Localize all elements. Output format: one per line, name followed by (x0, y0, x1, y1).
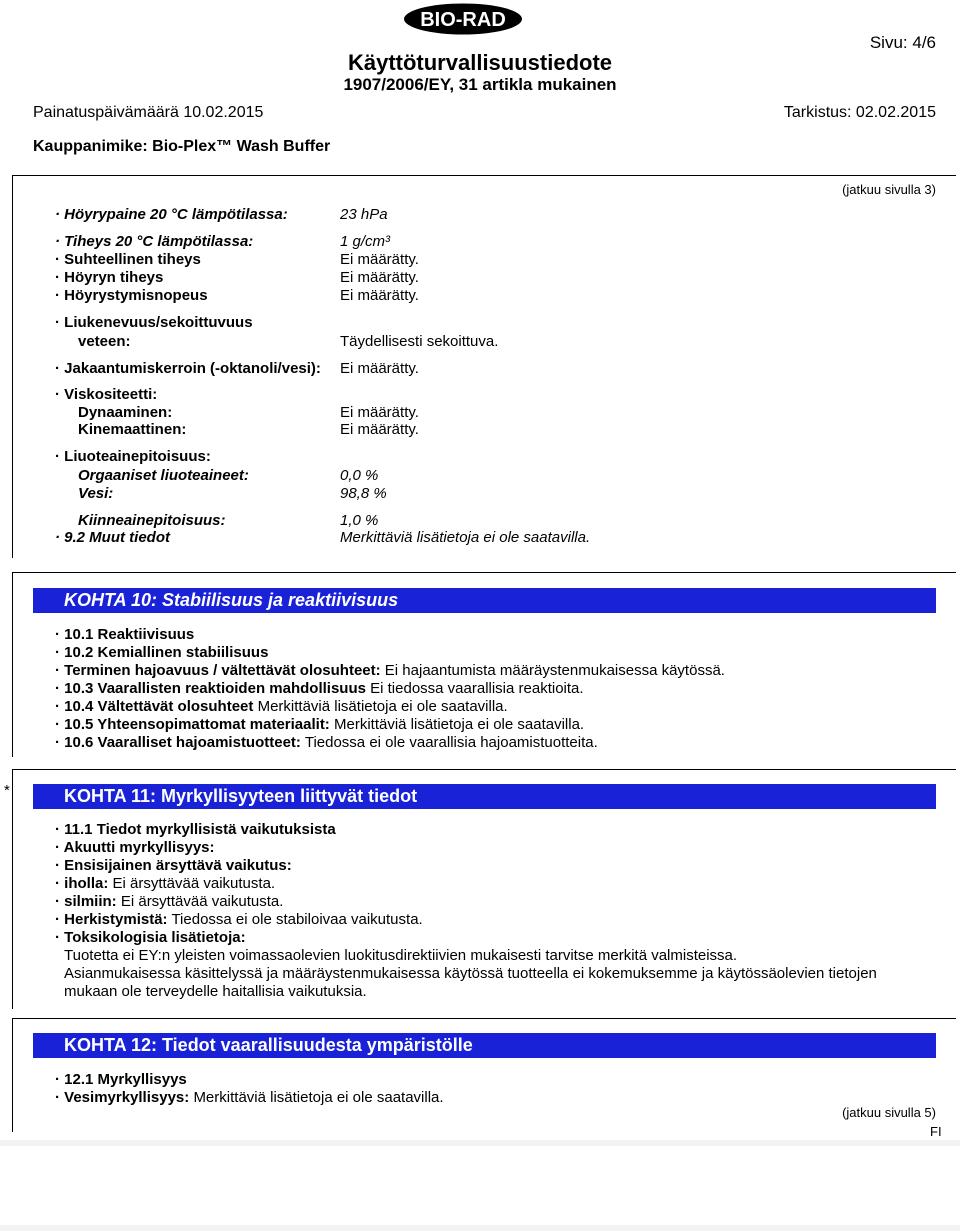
vapour-density-value: Ei määrätty. (340, 269, 419, 286)
s10-line-4-label: · 10.3 Vaarallisten reaktioiden mahdollisuus (55, 680, 366, 697)
s11-paragraph-1: Tuotetta ei EY:n yleisten voimassaolevien luokitusdirektiivien mukaisesti tarvitse merkitä valmisteissa. (64, 947, 738, 964)
relative-density-label: · Suhteellinen tiheys (55, 251, 201, 268)
partition-value: Ei määrätty. (340, 360, 419, 377)
s10-line-1: · 10.1 Reaktiivisuus (55, 626, 195, 643)
water-value: 98,8 % (340, 485, 387, 502)
section-11-heading: KOHTA 11: Myrkyllisyyteen liittyvät tiedot (33, 784, 936, 809)
continued-from: (jatkuu sivulla 3) (842, 182, 936, 197)
s10-line-2: · 10.2 Kemiallinen stabiilisuus (55, 644, 269, 661)
s11-line-4 (55, 875, 275, 892)
s12-line-2-value: Merkittäviä lisätietoja ei ole saatavilla. (193, 1089, 444, 1106)
s10-line-5-label: · 10.4 Vältettävät olosuhteet (55, 698, 254, 715)
solubility-water-label: veteen: (78, 333, 131, 350)
s11-line-3: · Ensisijainen ärsyttävä vaikutus: (55, 857, 292, 874)
other-info-value: Merkittäviä lisätietoja ei ole saatavilla. (340, 529, 591, 546)
organic-label: Orgaaniset liuoteaineet: (78, 467, 249, 484)
s11-line-4-label: · iholla: (55, 875, 109, 892)
section-12-heading: KOHTA 12: Tiedot vaarallisuudesta ympäristölle (33, 1033, 936, 1058)
s10-line-6-label: · 10.5 Yhteensopimattomat materiaalit: (55, 716, 330, 733)
s10-line-3-label: · Terminen hajoavuus / vältettävät olosuhteet: (55, 662, 381, 679)
s10-line-6-value: Merkittäviä lisätietoja ei ole saatavilla. (333, 716, 585, 733)
dynamic-label: Dynaaminen: (78, 404, 173, 421)
solubility-water-value: Täydellisesti sekoittuva. (340, 333, 499, 350)
s11-line-1: · 11.1 Tiedot myrkyllisistä vaikutuksista (55, 821, 336, 838)
s12-line-2 (55, 1089, 444, 1106)
document-subtitle: 1907/2006/EY, 31 artikla mukainen (343, 75, 617, 94)
s10-line-3 (55, 662, 725, 679)
s11-line-6-label: · Herkistymistä: (55, 911, 168, 928)
product-name: Kauppanimike: Bio-Plex™ Wash Buffer (33, 138, 331, 155)
s11-line-4-value: Ei ärsyttävää vaikutusta. (112, 875, 276, 892)
other-info-label: · 9.2 Muut tiedot (55, 529, 170, 546)
page-divider-bar (0, 1140, 960, 1146)
kinematic-value: Ei määrätty. (340, 421, 419, 438)
s10-line-4 (55, 680, 584, 697)
page-number: Sivu: 4/6 (869, 33, 936, 52)
density-label: · Tiheys 20 °C lämpötilassa: (55, 233, 254, 250)
s10-line-7 (55, 734, 598, 751)
s12-line-1: · 12.1 Myrkyllisyys (55, 1071, 187, 1088)
s11-paragraph-2: Asianmukaisessa käsittelyssä ja määräystenmukaisessa käytössä tuotteella ei kokemuksemme ja käytössäolevien tietojen (64, 965, 877, 982)
s11-line-7: · Toksikologisia lisätietoja: (55, 929, 246, 946)
vapour-pressure-value: 23 hPa (340, 206, 388, 223)
s11-line-6 (55, 911, 423, 928)
revision-date: Tarkistus: 02.02.2015 (783, 104, 936, 121)
change-marker: * (4, 782, 10, 799)
s11-paragraph-3: mukaan ole terveydelle haitallisia vaikutuksia. (64, 983, 367, 1000)
s11-line-2: · Akuutti myrkyllisyys: (55, 839, 215, 856)
bio-rad-logo (403, 3, 523, 35)
kinematic-label: Kinemaattinen: (78, 421, 187, 438)
solids-label: Kiinneainepitoisuus: (78, 512, 226, 529)
evaporation-value: Ei määrätty. (340, 287, 419, 304)
partition-label: · Jakaantumiskerroin (-oktanoli/vesi): (55, 360, 321, 377)
s10-line-5-value: Merkittäviä lisätietoja ei ole saatavilla. (257, 698, 508, 715)
page-bottom-bar (0, 1225, 960, 1231)
water-label: Vesi: (78, 485, 114, 502)
s10-line-7-value: Tiedossa ei ole vaarallisia hajoamistuotteita. (304, 734, 598, 751)
viscosity-label: · Viskositeetti: (55, 386, 158, 403)
relative-density-value: Ei määrätty. (340, 251, 419, 268)
s10-line-3-value: Ei hajaantumista määräystenmukaisessa käytössä. (384, 662, 725, 679)
print-date: Painatuspäivämäärä 10.02.2015 (33, 104, 264, 121)
solvent-label: · Liuoteainepitoisuus: (55, 448, 211, 465)
language-code: FI (930, 1124, 942, 1139)
solids-value: 1,0 % (340, 512, 379, 529)
density-value: 1 g/cm³ (340, 233, 391, 250)
s11-line-5 (55, 893, 283, 910)
s11-line-5-label: · silmiin: (55, 893, 117, 910)
vapour-pressure-label: · Höyrypaine 20 °C lämpötilassa: (55, 206, 288, 223)
vapour-density-label: · Höyryn tiheys (55, 269, 164, 286)
dynamic-value: Ei määrätty. (340, 404, 419, 421)
logo-text: BIO-RAD (420, 9, 506, 31)
s11-line-6-value: Tiedossa ei ole stabiloivaa vaikutusta. (171, 911, 423, 928)
section-10-heading: KOHTA 10: Stabiilisuus ja reaktiivisuus (33, 588, 936, 613)
s12-line-2-label: · Vesimyrkyllisyys: (55, 1089, 190, 1106)
s10-line-7-label: · 10.6 Vaaralliset hajoamistuotteet: (55, 734, 301, 751)
organic-value: 0,0 % (340, 467, 379, 484)
s10-line-4-value: Ei tiedossa vaarallisia reaktioita. (370, 680, 584, 697)
s10-line-6 (55, 716, 584, 733)
evaporation-label: · Höyrystymisnopeus (55, 287, 208, 304)
s11-line-5-value: Ei ärsyttävää vaikutusta. (120, 893, 284, 910)
solubility-label: · Liukenevuus/sekoittuvuus (55, 314, 253, 331)
s10-line-5 (55, 698, 508, 715)
continued-on: (jatkuu sivulla 5) (842, 1105, 936, 1120)
document-title: Käyttöturvallisuustiedote (347, 50, 613, 75)
